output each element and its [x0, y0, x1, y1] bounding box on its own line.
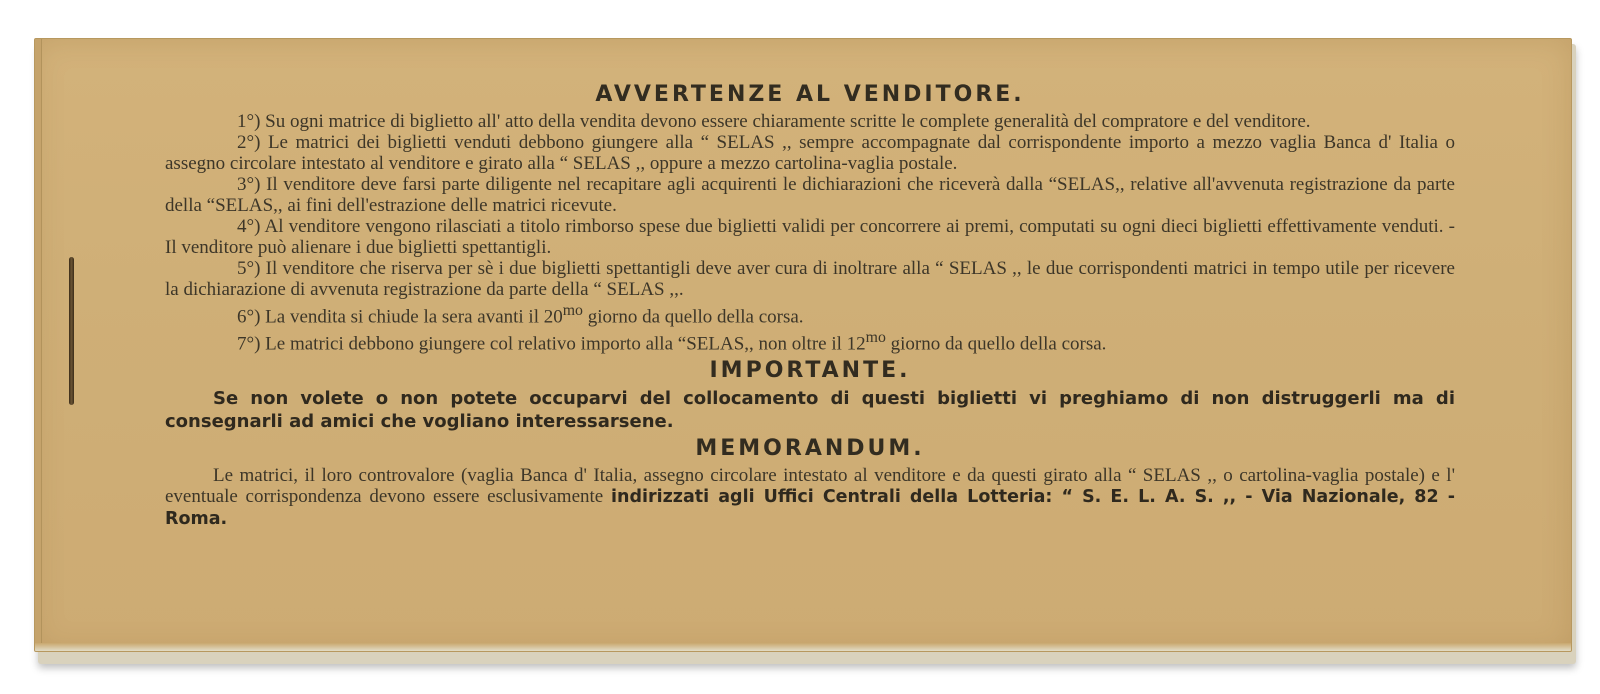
booklet-page-edges [35, 643, 1571, 651]
rule-5: 5°) Il venditore che riserva per sè i due biglietti spettantigli deve aver cura di inoltrare alla “ SELAS ,, le due corrispondenti matrici in tempo utile per ricevere la dichiarazione di avvenuta registrazione da parte della “ SELAS ,,. [165, 258, 1455, 300]
rule-4: 4°) Al venditore vengono rilasciati a titolo rimborso spese due biglietti validi per concorrere ai premi, computati su ogni dieci biglietti effettivamente venduti. - Il venditore può alienare i due biglietti spettantigli. [165, 216, 1455, 258]
title-heading: AVVERTENZE AL VENDITORE. [595, 82, 1025, 107]
rule-7-ordinal: mo [865, 329, 886, 347]
notice-text-block [165, 79, 1455, 530]
rule-7-tail: giorno da quello della corsa. [885, 333, 1107, 355]
rule-6-text: 6°) La vendita si chiude la sera avanti il 20 [237, 306, 563, 328]
memorandum-text [165, 465, 1455, 530]
ticket-booklet-back-cover [34, 38, 1572, 652]
rule-2: 2°) Le matrici dei biglietti venduti debbono giungere alla “ SELAS ,, sempre accompagnate dal corrispondente importo a mezzo vaglia Banca d' Italia o assegno circolare intestato al venditore e girato alla “ SELAS ,, oppure a mezzo cartolina-vaglia postale. [165, 132, 1455, 174]
rule-1: 1°) Su ogni matrice di biglietto all' atto della vendita devono essere chiaramente scritte le complete generalità del compratore e del venditore. [237, 111, 1311, 132]
memorandum-address: indirizzati agli Uffici Centrali della Lotteria: “ S. E. L. A. S. ,, - Via Nazionale, 82 - Roma. [165, 486, 1455, 529]
rule-7-text: 7°) Le matrici debbono giungere col relativo importo alla “SELAS,, non oltre il 12 [237, 333, 866, 355]
booklet-spine-edge [35, 39, 42, 651]
staple-binding [69, 257, 74, 405]
rule-6-tail: giorno da quello della corsa. [582, 306, 804, 328]
memorandum-body: Le matrici, il loro controvalore (vaglia Banca d' Italia, assegno circolare intestato al venditore e da questi girato alla “ SELAS ,, o cartolina-vaglia postale) e l' eventuale corrispondenza devono essere esclusivamente [165, 464, 1455, 507]
rule-6-ordinal: mo [562, 302, 583, 319]
rule-3: 3°) Il venditore deve farsi parte diligente nel recapitare agli acquirenti le dichiarazioni che riceverà dalla “SELAS,, relative all'avvenuta registrazione da parte della “SELAS,, ai fini dell'estrazione delle matrici ricevute. [165, 174, 1455, 216]
rule-6 [165, 300, 1455, 327]
important-heading: IMPORTANTE. [709, 357, 911, 383]
rule-7 [165, 327, 1455, 354]
important-text: Se non volete o non potete occuparvi del collocamento di questi biglietti vi preghiamo di non distruggerli ma di consegnarli ad amici che vogliano interessarsene. [165, 387, 1455, 432]
memorandum-heading: MEMORANDUM. [695, 435, 925, 461]
